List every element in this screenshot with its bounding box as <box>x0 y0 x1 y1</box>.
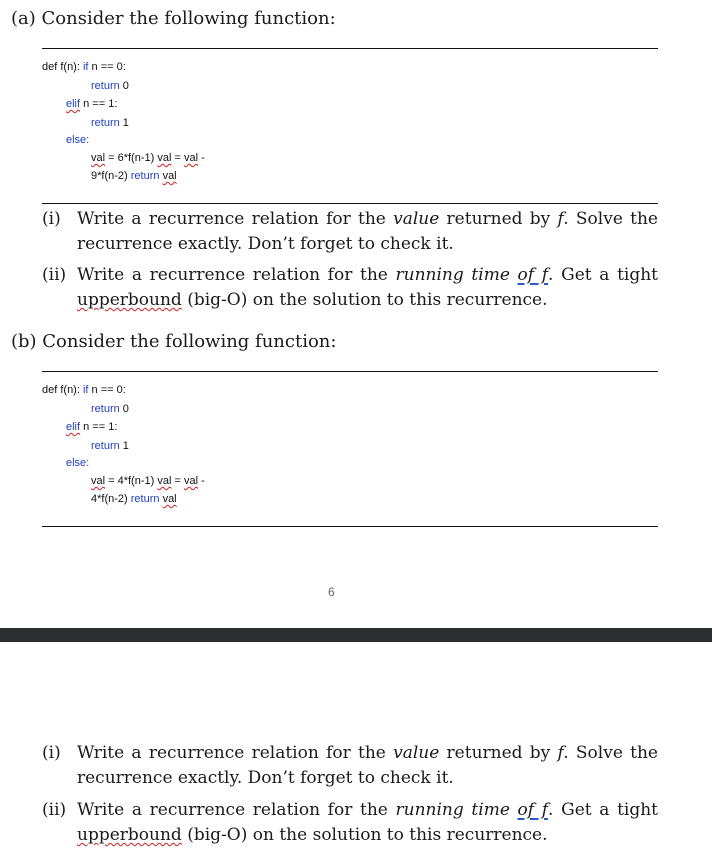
code-text: 9*f(n-2) <box>91 170 131 182</box>
part-b-heading: (b) Consider the following function: <box>11 331 337 352</box>
code-keyword: elif <box>66 421 81 433</box>
question-number: (i) <box>42 209 61 229</box>
question-text: (big-O) on the solution to this recurrence. <box>181 290 548 310</box>
code-text: = <box>171 152 184 164</box>
part-a-code-bottom-rule <box>42 203 658 204</box>
question-text: Write a recurrence relation for the <box>77 209 394 229</box>
code-var: val <box>91 152 106 164</box>
code-keyword: return <box>130 170 160 182</box>
code-keyword: else: <box>66 134 90 146</box>
part-b-code-top-rule <box>42 371 658 372</box>
question-text <box>510 800 518 820</box>
code-text: def f(n): <box>42 384 83 396</box>
code-line-return-val <box>91 493 177 505</box>
code-var: val <box>183 475 199 487</box>
misspelled-word: upperbound <box>77 290 182 310</box>
code-text: n == 0: <box>88 61 126 73</box>
question-text <box>510 265 518 285</box>
question-line-1 <box>77 741 658 766</box>
code-keyword: if <box>82 384 89 396</box>
code-line-else <box>66 134 89 146</box>
code-keyword: return <box>91 80 120 92</box>
code-var: val <box>162 170 177 182</box>
code-text: = <box>171 475 184 487</box>
code-var: val <box>157 152 172 164</box>
code-line-def <box>42 384 126 396</box>
question-text: Solve the <box>568 209 658 229</box>
code-text: n == 1: <box>80 421 118 433</box>
question-number: (ii) <box>42 800 67 820</box>
code-keyword: return <box>91 117 120 129</box>
code-var: val <box>183 152 199 164</box>
code-keyword: else: <box>66 457 90 469</box>
question-text: Get a tight <box>553 800 658 820</box>
code-line-assign <box>91 152 205 164</box>
question-line-1 <box>77 263 658 288</box>
code-text: n == 1: <box>80 98 118 110</box>
question-line-2 <box>77 823 548 848</box>
code-keyword: return <box>91 440 120 452</box>
code-line-elif <box>66 98 117 110</box>
question-emphasis: value <box>393 743 440 763</box>
code-text: 1 <box>119 117 129 129</box>
part-b-question-ii <box>42 798 658 848</box>
code-text: 1 <box>119 440 129 452</box>
question-text: . <box>548 800 554 820</box>
code-text: 0 <box>119 403 129 415</box>
code-text: def f(n): <box>42 61 83 73</box>
code-text: = 6*f(n-1) <box>105 152 158 164</box>
part-a-question-ii <box>42 263 658 313</box>
code-text: 4*f(n-2) <box>91 493 131 505</box>
question-emphasis: running time <box>395 265 510 285</box>
question-text: Write a recurrence relation for the <box>77 265 396 285</box>
question-emphasis: f. <box>557 743 569 763</box>
question-text: returned by <box>439 743 558 763</box>
code-line-assign <box>91 475 205 487</box>
of-f-link[interactable]: of f <box>517 800 549 820</box>
question-line-1 <box>77 207 658 232</box>
question-text: Get a tight <box>553 265 658 285</box>
question-emphasis: value <box>393 209 440 229</box>
page-break-separator <box>0 628 712 642</box>
question-emphasis: running time <box>395 800 510 820</box>
part-b-question-i <box>42 741 658 791</box>
question-number: (i) <box>42 743 61 763</box>
question-text: . <box>548 265 554 285</box>
code-keyword: elif <box>66 98 81 110</box>
question-number: (ii) <box>42 265 67 285</box>
question-line-2 <box>77 288 548 313</box>
question-line-1 <box>77 798 658 823</box>
code-text: n == 0: <box>88 384 126 396</box>
code-text: - <box>198 152 205 164</box>
code-line-else <box>66 457 89 469</box>
question-text: Write a recurrence relation for the <box>77 800 396 820</box>
page-number: 6 <box>328 585 335 599</box>
question-text: returned by <box>439 209 558 229</box>
code-text: - <box>198 475 205 487</box>
question-text: Solve the <box>568 743 658 763</box>
code-keyword: if <box>82 61 89 73</box>
code-var: val <box>157 475 172 487</box>
code-line-return1 <box>91 117 129 129</box>
code-keyword: return <box>91 403 120 415</box>
code-line-return1 <box>91 440 129 452</box>
code-text: 0 <box>119 80 129 92</box>
code-var: val <box>91 475 106 487</box>
of-f-link[interactable]: of f <box>517 265 549 285</box>
misspelled-word: upperbound <box>77 825 182 845</box>
code-text: = 4*f(n-1) <box>105 475 158 487</box>
code-var: val <box>162 493 177 505</box>
part-a-code-top-rule <box>42 48 658 49</box>
question-emphasis: f. <box>557 209 569 229</box>
code-keyword: return <box>130 493 160 505</box>
code-line-return-val <box>91 170 177 182</box>
part-a-question-i <box>42 207 658 257</box>
part-a-heading: (a) Consider the following function: <box>11 8 336 29</box>
question-line-2: recurrence exactly. Don’t forget to check it. <box>77 768 454 788</box>
question-text: (big-O) on the solution to this recurrence. <box>181 825 548 845</box>
question-line-2: recurrence exactly. Don’t forget to check it. <box>77 234 454 254</box>
code-line-return0 <box>91 80 129 92</box>
code-line-elif <box>66 421 117 433</box>
code-line-return0 <box>91 403 129 415</box>
part-b-code-bottom-rule <box>42 526 658 527</box>
question-text: Write a recurrence relation for the <box>77 743 394 763</box>
code-line-def <box>42 61 126 73</box>
